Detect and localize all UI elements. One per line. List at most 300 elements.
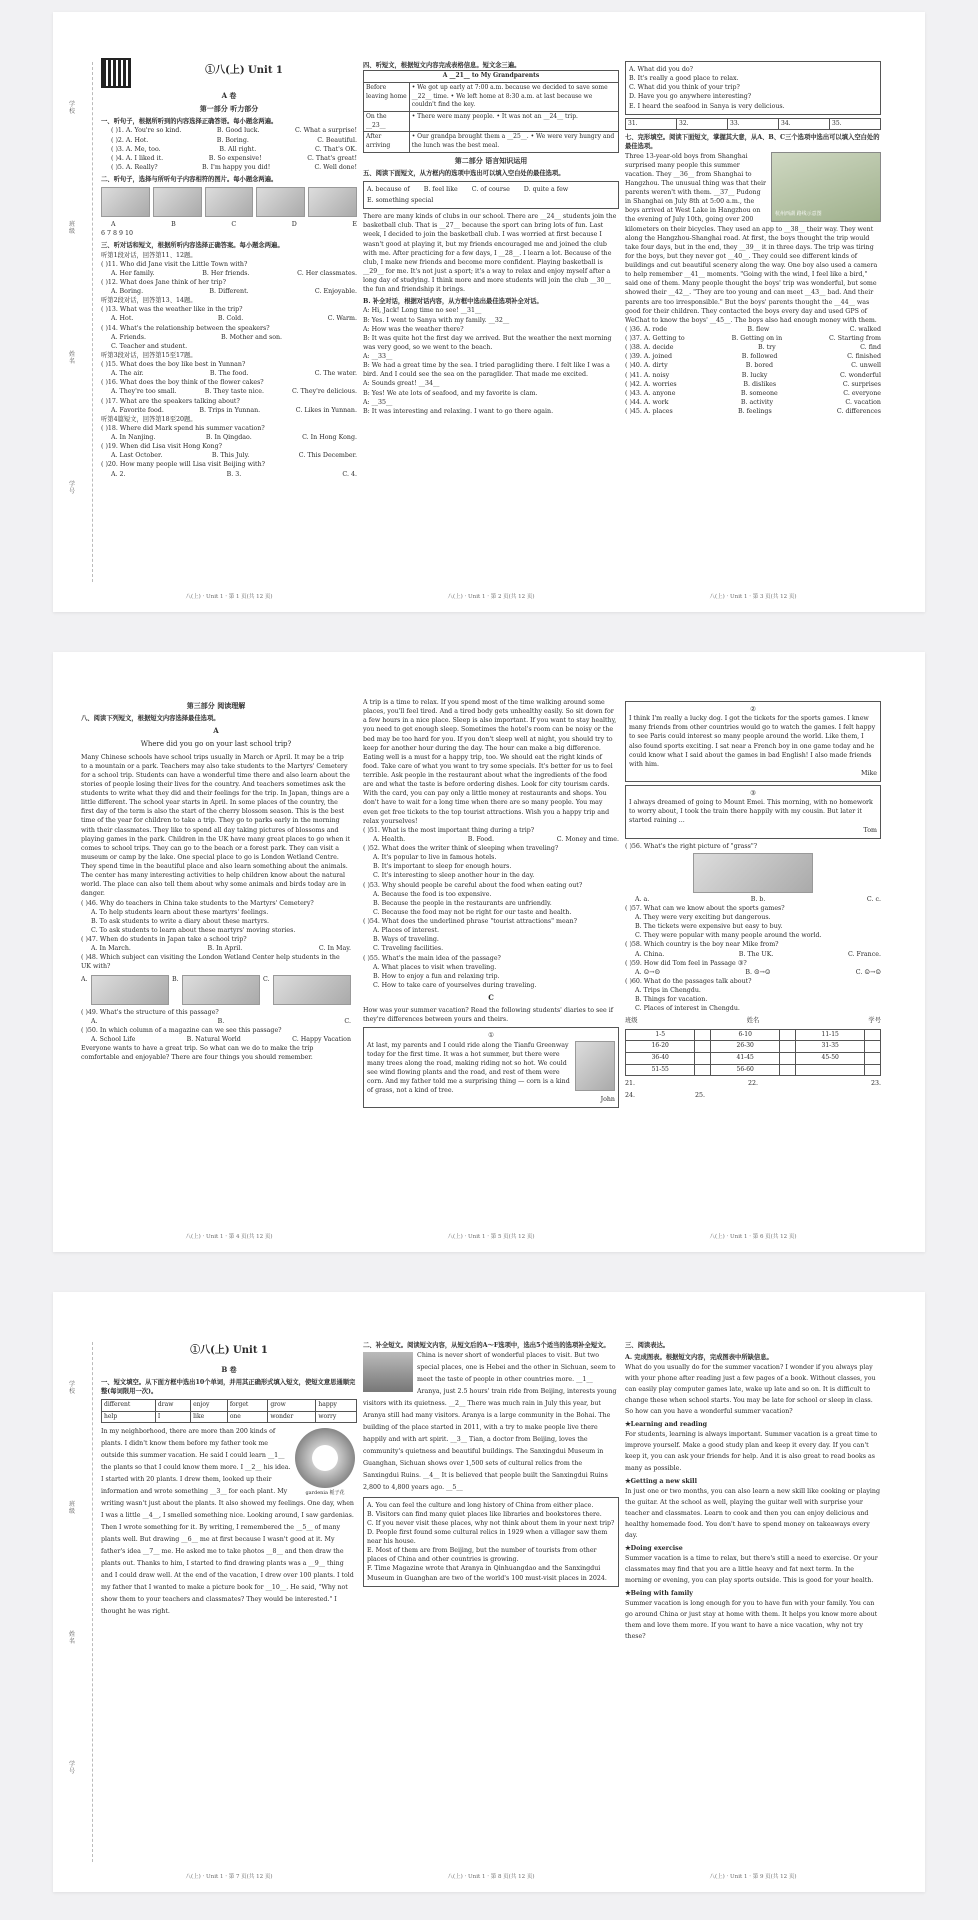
dialog-line: A: Hi, Jack! Long time no see! __31__ (363, 307, 482, 315)
word: happy (316, 1399, 357, 1411)
option: B. (171, 975, 179, 983)
word: forget (227, 1399, 268, 1411)
word: worry (316, 1411, 357, 1423)
option: C. They're delicious. (291, 388, 357, 396)
answer-row (625, 118, 881, 131)
question: ( )55. What's the main idea of the passage? (363, 954, 501, 962)
question: ( )50. In which column of a magazine can we see this passage? (81, 1026, 282, 1034)
instruction: 听第2段对话，回答第13、14题。 (101, 297, 197, 305)
answer-cell[interactable]: 32. (677, 118, 728, 130)
class-field[interactable]: 班级 (625, 1017, 638, 1025)
option: B. I'm happy you did! (201, 163, 271, 171)
box-option: B. feel like (423, 185, 458, 193)
passage-text: Many Chinese schools have school trips usually in March or April. It may be a trip to a mountain or a park. Teachers may also take students to the Martyrs' Cemetery for a school trip. Students can have a wonderful time there and also learn about the stories of people losing their lives for the country. And teachers sometimes ask the students to write what they did and their feelings for the trip. In Japan, things are a little different. The school year starts in April. In some places of the country, the first day of the term is also the start of the cherry blossom season. This is the best time of the year for children to take a trip. They go to parks early in the morning with their classmates. They like to spend all day taking pictures of blossoms and playing games in the park. Children in the UK have many great places to go when it comes to school trips. They can go to the beach or a forest park. They can visit a museum or camp by the lake. One special place to go is London Wetland Centre. They spend time in the beautiful place and also learn something about the animals. The center has many interesting activities to help children know about the natural world. The place can also tell them about why some animals and birds today are in danger. (81, 753, 350, 898)
question-row (101, 154, 357, 163)
word: grow (268, 1399, 316, 1411)
option: A. Trips in Chengdu. (635, 987, 701, 994)
page-sheet-1 (53, 12, 925, 612)
option: C. surprises (842, 380, 881, 388)
option: B. Good luck. (216, 127, 260, 135)
blank[interactable]: 22. (747, 1080, 758, 1088)
info-table (363, 70, 619, 153)
section-heading: 七、完形填空。阅读下面短文，掌握其大意，从A、B、C三个选项中选出可以填入空白处的最佳选项。 (625, 134, 880, 151)
option: B. Ways of traveling. (373, 936, 439, 944)
question: ( )14. What's the relationship between the speakers? (101, 324, 270, 332)
option: ( )42. A. worries (625, 380, 677, 388)
option: A. In March. (91, 945, 131, 953)
box-option: C. What did you think of your trip? (629, 84, 740, 92)
box-option: D. Have you go anywhere interesting? (629, 93, 752, 101)
option: A. Favorite food. (111, 406, 164, 414)
passage-subheading: ★Getting a new skill (625, 1477, 697, 1485)
label: A (111, 221, 116, 229)
option: C. To ask students to learn about these martyrs' moving stories. (91, 926, 296, 934)
margin-label: 姓名 (69, 351, 76, 365)
passage-text: How was your summer vacation? Read the following students' diaries to see if they're differences between yours and theirs. (363, 1007, 614, 1024)
option: C. Starting from (829, 335, 881, 343)
question-row (101, 136, 357, 145)
option: ( )2. A. Hot. (111, 136, 149, 144)
grid-label: 36-40 (626, 1052, 695, 1064)
page-footer: 八(上) · Unit 1 · 第 9 页(共 12 页) (709, 1874, 797, 1880)
label: C (231, 221, 237, 229)
question-row (101, 163, 357, 172)
option: C. find (860, 344, 881, 352)
question-row (101, 145, 357, 154)
grid-label: 16-20 (626, 1041, 695, 1053)
option: C. unwell (851, 362, 881, 370)
blank[interactable]: 25. (695, 1092, 706, 1100)
table-title: A __21__ to My Grandparents (364, 71, 619, 83)
margin-label: 姓名 (69, 1631, 76, 1645)
name-field[interactable]: 姓名 (746, 1017, 760, 1025)
box-option: E. I heard the seafood in Sanya is very delicious. (629, 102, 785, 110)
option: A. What places to visit when traveling. (373, 963, 497, 971)
page-sheet-2 (53, 652, 925, 1252)
question-row (101, 126, 357, 135)
table-row (364, 82, 619, 111)
box-option: B. It's really a good place to relax. (629, 75, 739, 83)
options (101, 269, 357, 278)
subsection-heading: A. 完成图表。根据短文内容，完成图表中所缺信息。 (625, 1354, 773, 1362)
option: B. Natural World (186, 1035, 241, 1043)
question: ( )58. Which country is the boy near Mike from? (625, 941, 779, 949)
options (81, 1035, 351, 1044)
box-option: F. Time Magazine wrote that Aranya in Qinhuangdao and the Sanxingdui Museum in Guanghan are two of the world's 100 must-visit places in 2024. (367, 1565, 607, 1582)
option: B. feelings (737, 408, 772, 416)
question: ( )20. How many people will Lisa visit Beijing with? (101, 461, 266, 469)
option: A. It's popular to live in famous hotels. (373, 854, 497, 862)
option: A. They were very exciting but dangerous. (635, 914, 771, 921)
option: C. It's interesting to sleep another hour in the day. (373, 872, 535, 880)
blank[interactable]: 23. (870, 1080, 881, 1088)
option: B. Different. (209, 288, 249, 296)
option: ( )3. A. Me, too. (111, 145, 161, 153)
option-letter: B. (745, 968, 752, 976)
option: B. lucky (741, 371, 768, 379)
option: C. Money and time. (556, 835, 619, 843)
option-box (625, 61, 881, 115)
question: ( )17. What are the speakers talking about? (101, 397, 240, 405)
options (101, 287, 357, 296)
option: B. In Qingdao. (205, 434, 252, 442)
column-3 (625, 58, 881, 578)
student-info (625, 1013, 881, 1028)
margin-label: 班级 (69, 221, 76, 235)
option: ( )41. A. noisy (625, 371, 670, 379)
diary-box (625, 701, 881, 782)
option: B. In April. (207, 945, 243, 953)
option: ( )1. A. You're so kind. (111, 127, 182, 135)
box-option: E. Most of them are from Beijing, but the number of tourists from other places of China and other countries is growing. (367, 1547, 597, 1564)
word: draw (155, 1399, 190, 1411)
options (625, 334, 881, 343)
page-footer: 八(上) · Unit 1 · 第 3 页(共 12 页) (709, 594, 797, 600)
page-footer: 八(上) · Unit 1 · 第 2 页(共 12 页) (447, 594, 535, 600)
options (625, 352, 881, 361)
options (625, 398, 881, 407)
option: A. To help students learn about these martyrs' feelings. (91, 908, 269, 916)
table-cell: On the __23__ (364, 111, 410, 131)
box-option: A. What did you do? (629, 66, 694, 73)
option: C. wonderful (839, 371, 881, 379)
options (625, 343, 881, 352)
option (635, 968, 660, 977)
grid-label: 26-30 (710, 1041, 779, 1053)
word: I (155, 1411, 190, 1423)
option: B. It's important to sleep for enough hours. (373, 863, 512, 871)
passage-text: In my neighborhood, there are more than 200 kinds of plants. I didn't know them before my father took me outside this summer vacation. He said I could learn __1__ the plants so that I could know them more. I __2__ his idea. I started with 20 plants. I drew them, looked up their information and wrote something __3__ for each plant. My writing wasn't just about the plants. It also showed my feelings. One day, when I was a little __4__, I smelled something nice. Looking around, I saw gardenias. Then I wrote something for it. By writing, I remembered the __5__ of many plants well. But drawing __6__ me at first because I wasn't good at it. My father's idea __7__ me. He asked me to take photos __8__ and then draw the plants out. Thanks to him, I started to find drawing plants was a __9__ thing and I could draw well. At the end of the vacation, I drew over 100 plants. I told my father that I wanted to make a picture book for __10__. He said, "Why not show them to your teachers and classmates? They would be interested." I thought he was right. (101, 1428, 354, 1615)
option: B. followed (741, 353, 778, 361)
question: ( )19. When did Lisa visit Hong Kong? (101, 443, 223, 451)
table-cell: After arriving (364, 132, 410, 152)
picture-book-b (182, 975, 260, 1005)
options (101, 314, 357, 323)
picture-dog (256, 187, 305, 217)
options (625, 407, 881, 416)
section-heading: B. 补全对话，根据对话内容，从方框中选出最佳选项补全对话。 (363, 298, 543, 306)
options (101, 451, 357, 460)
emoji-face-icon: ☹→☺ (754, 968, 771, 976)
binding-margin (67, 62, 93, 582)
option: C. Her classmates. (297, 269, 357, 277)
answer-cell[interactable]: 35. (830, 118, 881, 130)
option: A. Boring. (111, 288, 144, 296)
option: B. So expensive! (208, 154, 262, 162)
question: ( )51. What is the most important thing during a trip? (363, 826, 535, 834)
option: B. Because the people in the restaurants are unfriendly. (373, 899, 552, 907)
figure-caption: gardenia 栀子花 (305, 1490, 345, 1497)
option: C. Teacher and student. (111, 342, 188, 350)
option: C. How to take care of yourselves during traveling. (373, 981, 537, 989)
column-1 (101, 58, 357, 578)
option: C. differences (836, 408, 881, 416)
diary-number: ② (750, 706, 756, 713)
option: ( )45. A. places (625, 408, 673, 416)
label: E (352, 221, 357, 229)
option: B. Mother and son. (220, 333, 283, 341)
option: B. dislikes (743, 380, 777, 388)
qr-code-icon (101, 58, 131, 88)
option: C. Because the food may not be right for our taste and health. (373, 908, 572, 916)
options (101, 433, 357, 442)
question: ( )60. What do the passages talk about? (625, 977, 752, 985)
question: ( )12. What does Jane think of her trip? (101, 278, 226, 286)
grid-label: 41-45 (710, 1052, 779, 1064)
option: B. The food. (209, 370, 249, 378)
option: C. Warm. (327, 315, 357, 323)
section-heading: 二、补全短文。阅读短文内容，从短文后的A～F选项中，选出5个适当的选项补全短文。 (363, 1342, 610, 1349)
column-2 (363, 1338, 619, 1858)
structure-diagram: C. (344, 1017, 351, 1025)
option: B. flew (747, 325, 770, 333)
section-heading: 四、听短文，根据短文内容完成表格信息。短文念三遍。 (363, 62, 521, 69)
option: B. Cold. (217, 315, 244, 323)
option: B. Getting on in (731, 335, 783, 343)
grid-label: 31-35 (795, 1041, 864, 1053)
column-1 (101, 1338, 357, 1858)
option: C. They were popular with many people around the world. (635, 932, 822, 940)
option: B. activity (740, 398, 774, 406)
option: A. 2. (111, 470, 126, 478)
option: A. Hot. (111, 315, 134, 323)
options (625, 361, 881, 370)
column-2 (363, 698, 619, 1218)
word: enjoy (191, 1399, 228, 1411)
label: D (291, 221, 297, 229)
table-cell: • We got up early at 7:00 a.m. because we decided to save some __22__ time. • We left home at 8:30 a.m. at last because we couldn't find the key. (409, 82, 618, 111)
options (625, 950, 881, 959)
column-3 (625, 698, 881, 1218)
picture-aranya-building (363, 1352, 413, 1392)
option: B. someone (740, 389, 778, 397)
section-heading: 一、短文填空。从下面方框中选出10个单词，并用其正确形式填入短文，使短文意思通顺完整(每词限用一次)。 (101, 1378, 356, 1395)
box-option: B. Visitors can find many quiet places like libraries and bookstores there. (367, 1510, 602, 1518)
picture-book-c (273, 975, 351, 1005)
option: C. Traveling facilities. (373, 945, 444, 953)
picture-row (81, 975, 351, 1005)
passage-text: A trip is a time to relax. If you spend most of the time walking around some places, you'll feel tired. And a tired body gets unhealthy easily. So sit down for a few hours in a nice place. Sleep is also important. If you want to stay healthy, you need to get enough sleep. Sometimes the hotel's room can be noisy or the bed may be too hard for you. If you don't sleep well at night, you should try to keep for another hour during the day. The hour can make a big difference. Eating well is a must for a happy trip, too. We should eat the right kinds of food. Take care of what you want to try some specials. It's better for us to feel terrible. Ask people in the restaurant about what the ingredients of the food are and what the taste is before ordering dishes. Look for city tourism cards. With the card, you can pay only a little money at restaurants and shops. You don't have to wait for a long time when there are so many people. You may even get free tickets to the top tourist attractions. Wish you a happy trip and relax yourselves! (363, 699, 617, 825)
option: B. b. (750, 895, 766, 903)
passage-text: Summer vacation is a time to relax, but there's still a need to exercise. Or your classmates may find that you are a little heavy and fat next term. In the morning or evening, you can play sports outside. This is good for your health. (625, 1554, 878, 1584)
table-cell: • There were many people. • It was not an __24__ trip. (409, 111, 618, 131)
option: C. (262, 975, 270, 983)
option: B. Food. (467, 835, 495, 843)
option: C. Happy Vacation (292, 1035, 351, 1043)
box-option: A. because of (367, 185, 410, 193)
margin-label: 学号 (69, 1761, 76, 1775)
dialog-line: B: It was quite hot the first day we arrived. But the weather the next morning was very good, so we went to the beach. (363, 334, 612, 351)
options (101, 470, 357, 479)
passage-text: Everyone wants to have a great trip. So what can we do to make the trip comfortable and enjoyable? There are four things you should remember. (81, 1045, 314, 1062)
word: one (227, 1411, 268, 1423)
part-heading: 第二部分 语言知识运用 (454, 155, 528, 165)
page-footer: 八(上) · Unit 1 · 第 6 页(共 12 页) (709, 1234, 797, 1240)
options (625, 895, 881, 904)
table-row (364, 111, 619, 131)
picture-bus (153, 187, 202, 217)
option: B. 3. (226, 470, 242, 478)
grid-label: 51-55 (626, 1064, 695, 1076)
option: C. Places of interest in Chengdu. (635, 1005, 740, 1013)
options (625, 968, 881, 977)
option: C. walked (849, 325, 881, 333)
question: ( )16. What does the boy think of the flower cakes? (101, 379, 264, 387)
unit-title: ①八(上) Unit 1 (190, 1345, 268, 1356)
dialog-line: B: Yes! We ate lots of seafood, and my favorite is clam. (363, 389, 538, 397)
option: C. finished (847, 353, 881, 361)
option: A. (81, 975, 88, 983)
answer-cell[interactable]: 33. (728, 118, 779, 130)
question: ( )48. Which subject can visiting the London Wetland Center help students in the UK with? (81, 954, 340, 971)
page-footer: 八(上) · Unit 1 · 第 4 页(共 12 页) (185, 1234, 273, 1240)
picture-statue (205, 187, 254, 217)
passage-letter: C (488, 993, 494, 1002)
table-cell: Before leaving home (364, 82, 410, 111)
instruction: 听第1段对话，回答第11、12题。 (101, 251, 197, 259)
option: A. Her family. (111, 269, 155, 277)
section-heading: 三、听对话和短文，根据所听内容选择正确答案。每小题念两遍。 (101, 242, 284, 250)
option: C. 4. (342, 470, 357, 478)
option: C. France. (847, 950, 881, 958)
section-heading: 八、阅读下列短文，根据短文内容选择最佳选项。 (81, 715, 220, 723)
option-letter: C. (855, 968, 863, 976)
part-heading: 第一部分 听力部分 (199, 104, 259, 114)
column-3 (625, 1338, 881, 1858)
passage-text: In just one or two months, you can also learn a new skill like cooking or playing the guitar. At the school as well, playing the guitar well with surprise your teacher and classmates. Learn to cook and then you can enjoy delicious and healthy homemade food. You don't have to spend money on takeaways every day. (625, 1487, 881, 1539)
picture-corn (575, 1041, 615, 1091)
word: help (102, 1411, 156, 1423)
option: B. try (757, 344, 776, 352)
options (101, 387, 357, 396)
cloze-options (625, 325, 881, 416)
options (101, 333, 357, 342)
options (363, 835, 619, 844)
option: A. In Nanjing. (111, 434, 156, 442)
diary-number: ③ (750, 790, 756, 797)
picture-book-a (91, 975, 169, 1005)
picture-umbrella (101, 187, 150, 217)
picture-numbers: 6 7 8 9 10 (101, 230, 134, 238)
page-footer: 八(上) · Unit 1 · 第 5 页(共 12 页) (447, 1234, 535, 1240)
option: ( )4. A. I liked it. (111, 154, 164, 162)
option: C. What a surprise! (294, 127, 357, 135)
option: A. Friends. (111, 333, 146, 341)
section-heading: 二、听句子，选择与所听句子内容相符的图片。每小题念两遍。 (101, 176, 278, 184)
instruction: 听第3段对话，回答第15至17题。 (101, 351, 197, 359)
box-option: D. quite a few (523, 185, 569, 193)
answer-blanks (625, 1091, 881, 1100)
blank[interactable]: 24. (625, 1092, 636, 1100)
answer-cell[interactable]: 31. (626, 118, 677, 130)
dialog-line: A: __35__ (363, 398, 393, 406)
option: A. School Life (91, 1035, 136, 1043)
answer-cell[interactable]: 34. (779, 118, 830, 130)
part-heading: 第三部分 阅读理解 (186, 701, 246, 710)
gardenia-figure (293, 1426, 357, 1497)
route-map-image (771, 152, 881, 222)
question: ( )46. Why do teachers in China take students to the Martyrs' Cemetery? (81, 899, 314, 907)
page-sheet-3 (53, 1292, 925, 1892)
option: B. The UK. (738, 950, 774, 958)
question: ( )49. What's the structure of this passage? (81, 1008, 219, 1016)
word: wonder (268, 1411, 316, 1423)
emoji-face-icon: ☺→☺ (864, 968, 881, 976)
grid-label: 6-10 (710, 1029, 779, 1041)
option: B. This July. (211, 452, 250, 460)
page-footer: 八(上) · Unit 1 · 第 8 页(共 12 页) (447, 1874, 535, 1880)
label: B (171, 221, 176, 229)
diary-text: I think I'm really a lucky dog. I got the tickets for the sports games. I knew many friends from other countries would go to watch the games. I felt happy to see Paris could interest so many people around the world. Like them, I also found sports exciting. I sat near a French boy in one game today and he could know what I said about the games in bad English! I also made friends with him. (629, 715, 876, 768)
picture-shoes (308, 187, 357, 217)
options (101, 369, 357, 378)
option: ( )37. A. Getting to (625, 335, 685, 343)
blank[interactable]: 21. (625, 1080, 636, 1088)
diary-text: At last, my parents and I could ride along the Tianfu Greenway today for the first time. It was a hot summer, but there were many trees along the road, making riding not so hot. We could see wind flowing plants and the road, and rest of them were corn. And my father told me a surprising thing — corn is a kind of grass, not a kind of tree. (367, 1041, 570, 1095)
option: B. Things for vacation. (635, 996, 708, 1004)
question: ( )11. Who did Jane visit the Little Town with? (101, 260, 248, 268)
column-1 (81, 698, 351, 1218)
diary-author: Tom (863, 826, 877, 834)
passage-text: For students, learning is always important. Summer vacation is a great time to improve yourself. Make a good study plan and keep it every day. If you can't keep it, you can ask your friends for help. And it is also great to read books as many as possible. (625, 1431, 878, 1472)
question: ( )13. What was the weather like in the trip? (101, 306, 243, 314)
dialog-line: A: Sounds great! __34__ (363, 380, 440, 388)
option: B. Trips in Yunnan. (199, 406, 261, 414)
table-cell: • Our grandpa brought them a __25__. • We were very hungry and the lunch was the best meal. (409, 132, 618, 152)
answer-grid (625, 1029, 881, 1077)
option: B. They taste nice. (204, 388, 264, 396)
box-option: D. People first found some cultural relics in 1929 when a villager saw them near his house. (367, 1528, 608, 1546)
emoji-face-icon: ☺→☹ (643, 968, 661, 976)
question: ( )57. What can we know about the sports games? (625, 904, 785, 912)
option (745, 968, 770, 977)
option (856, 968, 881, 977)
option: B. To ask students to write a diary about these martyrs. (91, 917, 269, 925)
passage-subheading: ★Learning and reading (625, 1421, 708, 1429)
option: ( )36. A. rode (625, 325, 668, 333)
diary-number: ① (488, 1032, 494, 1040)
margin-label: 学校 (69, 101, 76, 115)
options (625, 371, 881, 380)
option: B. All right. (219, 145, 257, 153)
box-option: C. If you never visit these places, why not think about them in your next trip? (367, 1519, 615, 1527)
grid-label: 56-60 (710, 1064, 779, 1076)
passage-text: What do you usually do for the summer vacation? I wonder if you always play with your phone after reading just a few pages of a book. Without classes, you can easily play computer games late, wake up late and so on. It is difficult to change these when school starts. You may be late for school or sleep in class. So how can you have a wonderful summer vacation? (625, 1364, 876, 1416)
option: C. everyone (843, 389, 881, 397)
dialog-line: B: We had a great time by the sea. I tried paragliding there. I felt like I was a bird. And I could see the sea on the paraglider. That made me excited. (363, 362, 610, 379)
picture-labels (101, 220, 357, 229)
grid-label: 45-50 (795, 1052, 864, 1064)
dialog-line: B: It was interesting and relaxing. I want to go there again. (363, 407, 554, 415)
passage-text: China is never short of wonderful places to visit. But two special places, one is Hebei and the other in Sichuan, seem to meet the taste of people in other countries more. __1__ Aranya, just 2.5 hours' train ride from Beijing, interests young visitors with its quietness. __2__ There was much rain in July this year, but Aranya still had many visitors. Aranya is a large community in the Bohai. The building of the place started in 2011, with a try to make people live there happily and with art spirit. __3__ Tian, a doctor from Beijing, loves the community's quietness and beautiful buildings. The Sanxingdui Museum in Guanghan, Sichuan shows over 1,500 sets of cultural relics from the Sanxingdui Ruins. __4__ It is believed that people built the Sanxingdui Ruins 2,800 to 4,800 years ago. __5__ (363, 1352, 617, 1491)
grid-label: 11-15 (795, 1029, 864, 1041)
option: B. bored (745, 362, 773, 370)
option: A. a. (635, 895, 650, 903)
option: C. c. (866, 895, 881, 903)
diary-author: John (600, 1096, 615, 1104)
question: ( )59. How did Tom feel in Passage ③? (625, 959, 747, 967)
word: different (102, 1399, 156, 1411)
margin-label: 班级 (69, 1501, 76, 1515)
option: A. China. (635, 950, 665, 958)
answer-blanks (625, 1076, 881, 1091)
option-box (363, 181, 619, 209)
box-option: A. You can feel the culture and long history of China from either place. (367, 1501, 594, 1509)
option: A. Because the food is too expensive. (373, 890, 492, 898)
option: B. Boring. (216, 136, 249, 144)
section-heading: 三、阅读表达。 (625, 1342, 670, 1349)
id-field[interactable]: 学号 (868, 1017, 881, 1025)
